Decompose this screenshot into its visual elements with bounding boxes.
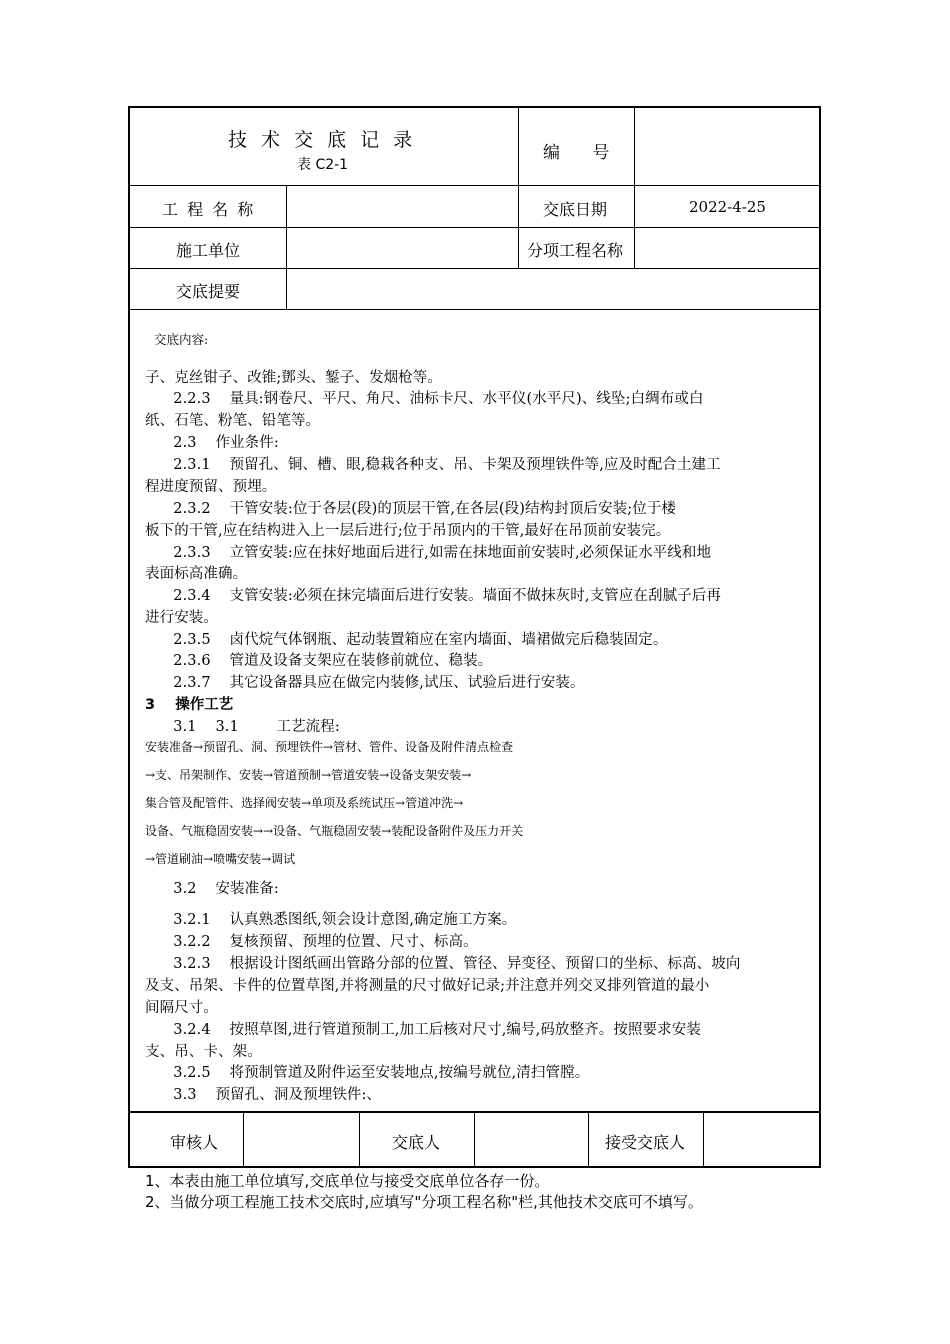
form-number: 表 C2-1 bbox=[297, 157, 349, 173]
row-divider bbox=[128, 309, 821, 310]
discloser-label: 交底人 bbox=[392, 1133, 441, 1152]
content-line: 3.2.3 根据设计图纸画出管路分部的位置、管径、异变径、预留口的坐标、标高、坡向 bbox=[145, 956, 741, 972]
flow-line: →支、吊架制作、安装→管道预制→管道安装→设备支架安装→ bbox=[145, 768, 472, 782]
project-name-label: 工 程 名 称 bbox=[162, 200, 256, 219]
footnote-2: 2、当做分项工程施工技术交底时,应填写"分项工程名称"栏,其他技术交底可不填写。 bbox=[145, 1193, 703, 1211]
summary-label: 交底提要 bbox=[176, 282, 241, 301]
section-3-heading: 3 操作工艺 bbox=[145, 697, 234, 713]
flow-line: →管道刷油→喷嘴安装→调试 bbox=[145, 852, 296, 866]
content-line: 板下的干管,应在结构进入上一层后进行;位于吊顶内的干管,最好在吊顶前安装完。 bbox=[145, 523, 671, 539]
content-line: 2.3.6 管道及设备支架应在装修前就位、稳装。 bbox=[145, 653, 493, 669]
reviewer-label: 审核人 bbox=[170, 1133, 219, 1152]
col-divider bbox=[359, 1111, 360, 1167]
content-line: 2.3 作业条件: bbox=[145, 435, 279, 451]
flow-line: 安装准备→预留孔、洞、预埋铁件→管材、管件、设备及附件清点检查 bbox=[145, 740, 514, 754]
row-divider bbox=[128, 227, 821, 228]
flow-line: 设备、气瓶稳固安装→→设备、气瓶稳固安装→装配设备附件及压力开关 bbox=[145, 824, 524, 838]
content-line: 纸、石笔、粉笔、铅笔等。 bbox=[145, 413, 321, 429]
content-line: 2.3.4 支管安装:必须在抹完墙面后进行安装。墙面不做抹灰时,支管应在刮腻子后再 bbox=[145, 588, 721, 604]
content-line: 3.2.4 按照草图,进行管道预制工,加工后核对尺寸,编号,码放整齐。按照要求安装 bbox=[145, 1022, 701, 1038]
disclosure-date-value[interactable]: 2022-4-25 bbox=[689, 198, 766, 216]
construction-unit-label: 施工单位 bbox=[176, 241, 241, 260]
content-line: 程进度预留、预埋。 bbox=[145, 479, 277, 495]
row-divider bbox=[128, 268, 821, 269]
content-line: 间隔尺寸。 bbox=[145, 1000, 218, 1016]
content-line: 2.3.5 卤代烷气体钢瓶、起动装置箱应在室内墙面、墙裙做完后稳装固定。 bbox=[145, 632, 668, 648]
flow-line: 集合管及配管件、选择阀安装→单项及系统试压→管道冲洗→ bbox=[145, 796, 464, 810]
disclosure-date-label: 交底日期 bbox=[543, 200, 608, 219]
content-line: 2.3.1 预留孔、铜、槽、眼,稳栽各种支、吊、卡架及预埋铁件等,应及时配合土建工 bbox=[145, 457, 721, 473]
content-line: 表面标高准确。 bbox=[145, 566, 248, 582]
col-divider bbox=[588, 1111, 589, 1167]
number-label: 编 号 bbox=[543, 143, 610, 163]
content-line: 3.2.1 认真熟悉图纸,领会设计意图,确定施工方案。 bbox=[145, 912, 517, 928]
col-divider bbox=[703, 1111, 704, 1167]
content-line: 2.2.3 量具:钢卷尺、平尺、角尺、油标卡尺、水平仪(水平尺)、线坠;白绸布或白 bbox=[145, 391, 704, 407]
col-divider bbox=[474, 1111, 475, 1167]
content-line: 3.2.5 将预制管道及附件运至安装地点,按编号就位,清扫管膛。 bbox=[145, 1065, 590, 1081]
content-line: 2.3.2 干管安装:位于各层(段)的顶层干管,在各层(段)结构封顶后安装;位于楼 bbox=[145, 501, 676, 517]
content-line: 2.3.3 立管安装:应在抹好地面后进行,如需在抹地面前安装时,必须保证水平线和地 bbox=[145, 545, 712, 561]
content-line: 进行安装。 bbox=[145, 610, 218, 626]
col-divider bbox=[634, 106, 635, 268]
content-heading: 交底内容: bbox=[154, 332, 209, 347]
section-3-2: 3.2 安装准备: bbox=[145, 881, 279, 897]
content-line: 2.3.7 其它设备器具应在做完内装修,试压、试验后进行安装。 bbox=[145, 675, 585, 691]
receiver-label: 接受交底人 bbox=[605, 1133, 686, 1152]
content-line: 子、克丝钳子、改锥;鄧头、錾子、发烟枪等。 bbox=[145, 370, 442, 386]
footnote-1: 1、本表由施工单位填写,交底单位与接受交底单位各存一份。 bbox=[145, 1172, 550, 1190]
content-line: 及支、吊架、卡件的位置草图,并将测量的尺寸做好记录;并注意并列交叉排列管道的最小 bbox=[145, 978, 710, 994]
content-line: 支、吊、卡、架。 bbox=[145, 1044, 262, 1060]
col-divider bbox=[286, 185, 287, 309]
sub-project-label: 分项工程名称 bbox=[527, 241, 624, 260]
form-title: 技 术 交 底 记 录 bbox=[228, 129, 417, 151]
col-divider bbox=[243, 1111, 244, 1167]
content-line: 3.2.2 复核预留、预埋的位置、尺寸、标高。 bbox=[145, 934, 478, 950]
col-divider bbox=[518, 106, 519, 268]
row-divider bbox=[128, 185, 821, 186]
section-3-1: 3.1 3.1 工艺流程: bbox=[145, 719, 340, 735]
content-line: 3.3 预留孔、洞及预埋铁件:、 bbox=[145, 1087, 382, 1103]
